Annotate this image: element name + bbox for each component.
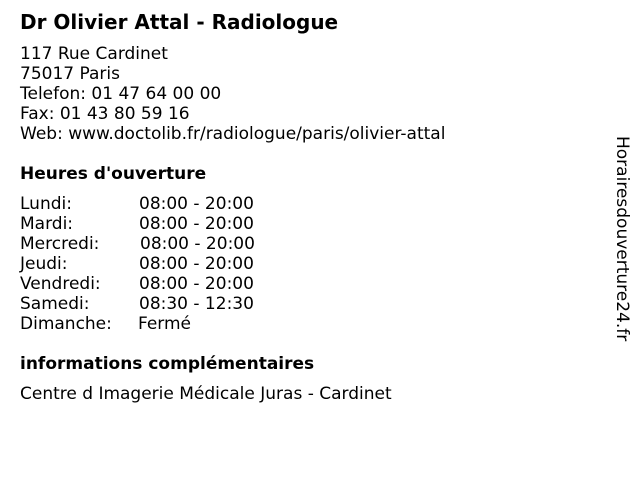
address-city: 75017 Paris bbox=[20, 64, 120, 84]
day-label: Jeudi: bbox=[20, 254, 68, 274]
day-label: Lundi: bbox=[20, 194, 72, 214]
time-range: 08:00 - 20:00 bbox=[139, 254, 254, 274]
info-text: Centre d Imagerie Médicale Juras - Cardinet bbox=[20, 384, 392, 404]
time-range: 08:00 - 20:00 bbox=[139, 214, 254, 234]
day-label: Vendredi: bbox=[20, 274, 101, 294]
time-range: Fermé bbox=[138, 314, 192, 334]
day-label: Samedi: bbox=[20, 294, 90, 314]
time-range: 08:30 - 12:30 bbox=[139, 294, 254, 314]
site-brand-vertical: Horairesdouverture24.fr bbox=[612, 136, 632, 342]
day-label: Mercredi: bbox=[20, 234, 100, 254]
day-label: Dimanche: bbox=[20, 314, 112, 334]
phone-number: Telefon: 01 47 64 00 00 bbox=[20, 84, 222, 104]
day-label: Mardi: bbox=[20, 214, 74, 234]
fax-number: Fax: 01 43 80 59 16 bbox=[20, 104, 190, 124]
info-heading: informations complémentaires bbox=[20, 354, 315, 374]
page-title: Dr Olivier Attal - Radiologue bbox=[20, 10, 339, 34]
time-range: 08:00 - 20:00 bbox=[139, 194, 254, 214]
time-range: 08:00 - 20:00 bbox=[140, 234, 255, 254]
hours-heading: Heures d'ouverture bbox=[20, 164, 207, 184]
address-street: 117 Rue Cardinet bbox=[20, 44, 168, 64]
time-range: 08:00 - 20:00 bbox=[139, 274, 254, 294]
website-link[interactable]: Web: www.doctolib.fr/radiologue/paris/olivier-attal bbox=[20, 124, 446, 144]
